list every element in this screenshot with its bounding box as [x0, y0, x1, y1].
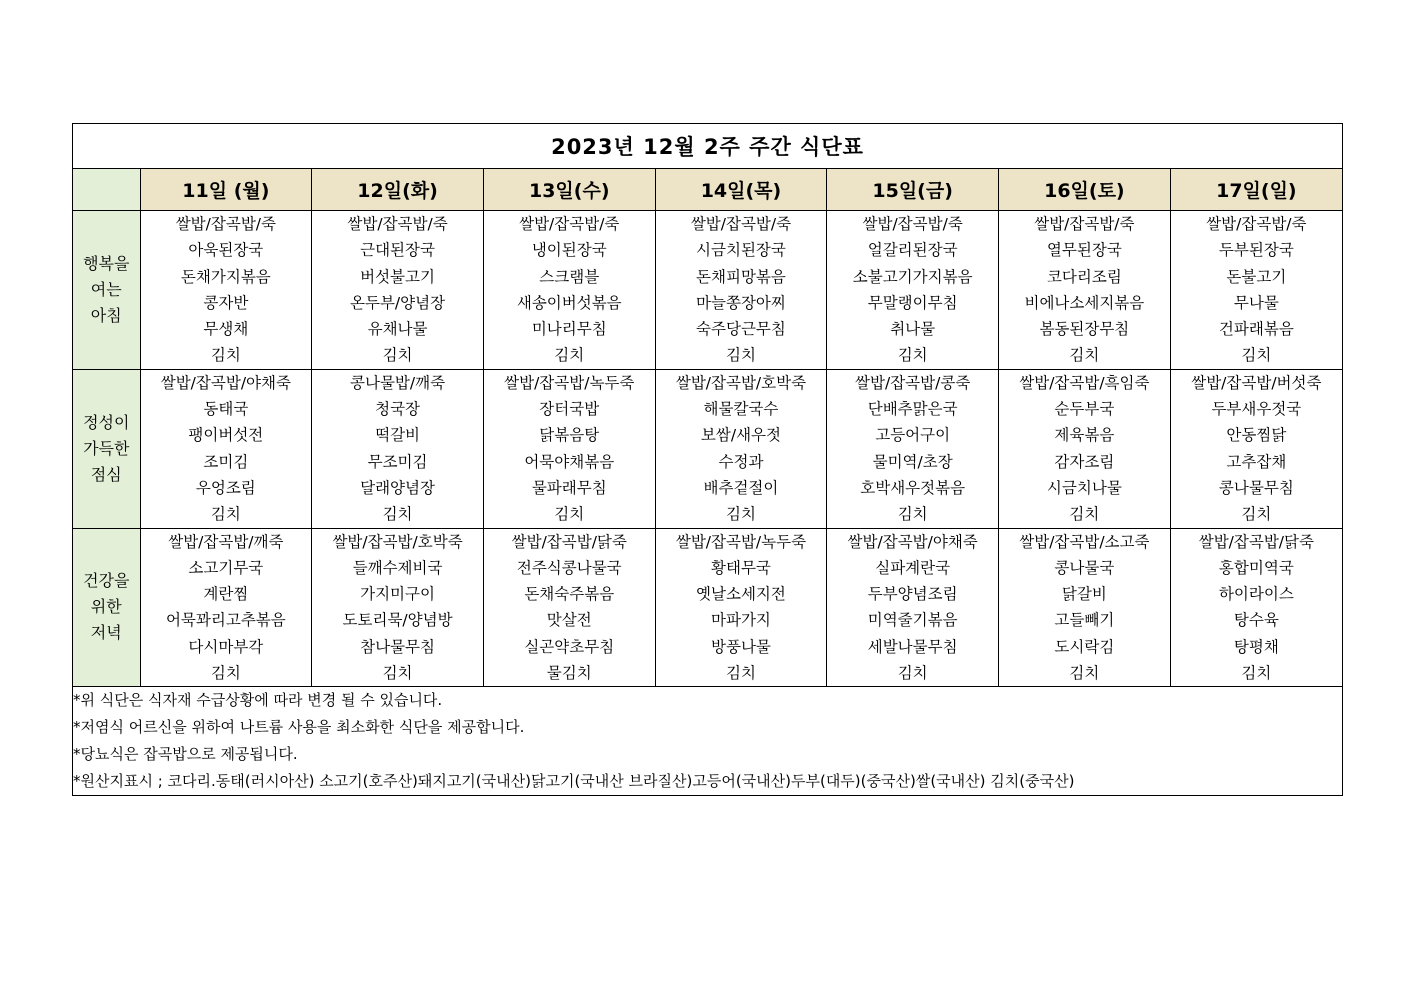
dish: 쌀밥/잡곡밥/죽 [690, 215, 792, 233]
dish: 물미역/초장 [872, 452, 953, 471]
day-header: 16일(토) [999, 169, 1171, 211]
dish: 탕평채 [1233, 637, 1279, 656]
meal-cell [483, 211, 655, 370]
dish: 돈채피망볶음 [696, 267, 786, 286]
meal-cell [312, 369, 484, 528]
dish: 다시마부각 [188, 637, 264, 656]
dish: 순두부국 [1054, 400, 1115, 419]
dish: 단배추맑은국 [867, 400, 958, 419]
meal-cell [1170, 211, 1342, 370]
dish: 미나리무침 [531, 320, 607, 339]
dish: 비에나소세지볶음 [1024, 293, 1145, 312]
day-header: 13일(수) [483, 169, 655, 211]
dish: 고들빼기 [1054, 611, 1115, 630]
day-header: 17일(일) [1170, 169, 1342, 211]
dish: 근대된장국 [360, 241, 435, 260]
dish: 시금치나물 [1046, 478, 1122, 497]
meal-cell [999, 369, 1171, 528]
dish: 열무된장국 [1046, 241, 1122, 260]
meal-cell [140, 369, 312, 528]
dish: 무생채 [203, 320, 249, 339]
dish: 온두부/양념장 [350, 293, 446, 312]
note-line: *원산지표시 ; 코다리.동태(러시아산) 소고기(호주산)돼지고기(국내산)닭고기(국내산 브라질산)고등어(국내산)두부(대두)(중국산)쌀(국내산) 김치(중국산) [73, 772, 1075, 791]
dish: 코다리조림 [1046, 267, 1122, 286]
dish: 우엉조림 [195, 478, 256, 497]
dish: 호박새우젓볶음 [860, 478, 966, 497]
dish: 청국장 [375, 400, 421, 419]
meal-cell [1170, 369, 1342, 528]
dish: 아욱된장국 [188, 241, 264, 260]
dish: 두부양념조림 [867, 585, 958, 604]
dish: 도시락김 [1054, 637, 1115, 656]
meal-label-line: 위한 [90, 597, 122, 617]
dish: 쌀밥/잡곡밥/죽 [1034, 215, 1135, 233]
dish: 김치 [1069, 664, 1100, 683]
dish: 실파계란국 [875, 558, 951, 577]
dish: 김치 [1069, 346, 1100, 365]
dish: 홍합미역국 [1218, 558, 1294, 577]
dish: 하이라이스 [1218, 585, 1294, 604]
dish: 팽이버섯전 [188, 426, 264, 445]
dish: 김치 [554, 346, 585, 365]
dish: 돈채숙주볶음 [524, 585, 615, 604]
menu-sheet [72, 123, 1343, 796]
dish: 쌀밥/잡곡밥/닭죽 [511, 532, 627, 551]
note-line: *저염식 어르신을 위하여 나트륨 사용을 최소화한 식단을 제공합니다. [73, 718, 525, 737]
dish: 가지미구이 [360, 585, 435, 604]
dish: 콩나물밥/깨죽 [350, 373, 446, 392]
dish: 쌀밥/잡곡밥/야채죽 [160, 373, 291, 392]
dish: 소고기무국 [188, 558, 264, 577]
meal-label-line: 가득한 [83, 438, 130, 458]
dish: 김치 [210, 505, 241, 524]
dish: 쌀밥/잡곡밥/닭죽 [1198, 532, 1314, 551]
meal-cell [483, 528, 655, 687]
dish: 건파래볶음 [1218, 320, 1294, 339]
dish: 쌀밥/잡곡밥/녹두죽 [504, 373, 635, 392]
dish: 방풍나물 [711, 637, 771, 656]
dish: 두부된장국 [1218, 241, 1294, 260]
dish: 쌀밥/잡곡밥/죽 [862, 215, 963, 233]
notes-row [73, 687, 1342, 796]
dish: 어묵꽈리고추볶음 [165, 611, 286, 630]
day-header: 12일(화) [312, 169, 484, 211]
meal-cell [655, 528, 827, 687]
dish: 김치 [210, 664, 241, 683]
meal-label-line: 정성이 [83, 412, 130, 432]
dish: 달래양념장 [360, 478, 435, 497]
meal-label-line: 행복을 [83, 253, 130, 273]
dish: 계란찜 [203, 585, 249, 604]
meal-label-line: 점심 [90, 464, 122, 484]
dish: 참나물무침 [360, 637, 435, 656]
dish: 조미김 [203, 452, 249, 471]
dish: 돈불고기 [1226, 267, 1287, 286]
dish: 김치 [897, 505, 928, 524]
dish: 두부새우젓국 [1211, 400, 1302, 419]
dish: 고등어구이 [875, 426, 951, 445]
meal-cell [312, 528, 484, 687]
weekly-menu-table [73, 124, 1342, 795]
dish: 취나물 [890, 320, 936, 339]
meal-label-line: 저녁 [90, 623, 122, 643]
dish: 감자조림 [1054, 452, 1115, 471]
menu-title: 2023년 12월 2주 주간 식단표 [73, 124, 1342, 169]
dish: 김치 [1241, 505, 1272, 524]
dish: 안동찜닭 [1226, 426, 1287, 445]
dish: 수정과 [718, 452, 764, 471]
dish: 김치 [1241, 664, 1272, 683]
dish: 세발나물무침 [867, 637, 958, 656]
dish: 버섯불고기 [360, 267, 435, 286]
dish: 김치 [725, 664, 756, 683]
dish: 물파래무침 [531, 478, 607, 497]
meal-cell [655, 211, 827, 370]
dish: 콩자반 [203, 293, 249, 312]
dish: 쌀밥/잡곡밥/녹두죽 [675, 532, 807, 551]
meal-label [73, 528, 140, 687]
dish: 들깨수제비국 [352, 558, 443, 577]
dish: 쌀밥/잡곡밥/죽 [519, 215, 620, 233]
meal-cell [312, 211, 484, 370]
dish: 전주식콩나물국 [516, 558, 622, 577]
dish: 김치 [382, 346, 413, 365]
meal-cell [827, 528, 999, 687]
meal-row-dinner [73, 528, 1342, 687]
meal-cell [999, 211, 1171, 370]
meal-cell [999, 528, 1171, 687]
day-header: 11일 (월) [140, 169, 312, 211]
meal-row-breakfast [73, 211, 1342, 370]
dish: 김치 [725, 346, 756, 365]
note-line: *당뇨식은 잡곡밥으로 제공됩니다. [73, 745, 298, 764]
dish: 스크램블 [539, 267, 600, 286]
corner-cell [73, 169, 140, 211]
day-header-row [73, 169, 1342, 211]
dish: 쌀밥/잡곡밥/야채죽 [847, 532, 978, 551]
dish: 김치 [1069, 505, 1100, 524]
meal-label-line: 아침 [90, 305, 122, 325]
meal-cell [655, 369, 827, 528]
dish: 김치 [725, 505, 756, 524]
dish: 동태국 [203, 400, 249, 419]
dish: 김치 [554, 505, 585, 524]
dish: 미역줄기볶음 [867, 611, 958, 630]
dish: 마늘쫑장아찌 [696, 293, 786, 312]
meal-label-line: 여는 [90, 279, 122, 299]
dish: 김치 [382, 664, 413, 683]
dish: 닭갈비 [1061, 585, 1107, 604]
dish: 쌀밥/잡곡밥/호박죽 [675, 373, 807, 392]
dish: 돈채가지볶음 [180, 267, 271, 286]
notes-box [73, 687, 1342, 796]
dish: 닭볶음탕 [539, 426, 600, 445]
dish: 제육볶음 [1054, 426, 1115, 445]
dish: 쌀밥/잡곡밥/콩죽 [855, 373, 971, 392]
dish: 새송이버섯볶음 [516, 293, 622, 312]
dish: 쌀밥/잡곡밥/소고죽 [1019, 532, 1150, 551]
dish: 옛날소세지전 [696, 585, 786, 604]
dish: 쌀밥/잡곡밥/죽 [347, 215, 448, 233]
meal-cell [1170, 528, 1342, 687]
dish: 김치 [210, 346, 241, 365]
meal-cell [827, 211, 999, 370]
dish: 쌀밥/잡곡밥/깨죽 [168, 532, 284, 551]
dish: 쌀밥/잡곡밥/버섯죽 [1191, 373, 1322, 392]
meal-row-lunch [73, 369, 1342, 528]
meal-label [73, 369, 140, 528]
dish: 배추겉절이 [703, 478, 779, 497]
day-header: 14일(목) [655, 169, 827, 211]
dish: 시금치된장국 [696, 241, 786, 260]
meal-cell [483, 369, 655, 528]
dish: 쌀밥/잡곡밥/죽 [1206, 215, 1307, 233]
dish: 쌀밥/잡곡밥/흑임죽 [1019, 373, 1150, 392]
dish: 쌀밥/잡곡밥/호박죽 [332, 532, 463, 551]
dish: 탕수육 [1233, 611, 1279, 630]
dish: 해물칼국수 [703, 400, 779, 419]
dish: 실곤약초무침 [524, 637, 615, 656]
dish: 김치 [897, 346, 928, 365]
day-header: 15일(금) [827, 169, 999, 211]
dish: 어묵야채볶음 [524, 452, 615, 471]
dish: 김치 [897, 664, 928, 683]
dish: 맛살전 [546, 611, 592, 630]
meal-cell [827, 369, 999, 528]
dish: 김치 [382, 505, 413, 524]
dish: 유채나물 [367, 320, 428, 339]
dish: 무나물 [1233, 293, 1279, 312]
note-line: *위 식단은 식자재 수급상황에 따라 변경 될 수 있습니다. [73, 691, 443, 710]
dish: 떡갈비 [375, 426, 421, 445]
meal-cell [140, 528, 312, 687]
dish: 김치 [1241, 346, 1272, 365]
dish: 도토리묵/양념방 [342, 611, 453, 630]
dish: 콩나물무침 [1218, 478, 1294, 497]
dish: 마파가지 [711, 611, 771, 630]
dish: 황태무국 [711, 558, 771, 577]
meal-label-line: 건강을 [83, 571, 130, 591]
dish: 소불고기가지볶음 [852, 267, 973, 286]
dish: 고추잡채 [1226, 452, 1287, 471]
dish: 무말랭이무침 [867, 293, 958, 312]
dish: 장터국밥 [539, 400, 600, 419]
dish: 냉이된장국 [531, 241, 607, 260]
meal-label [73, 211, 140, 370]
dish: 보쌈/새우젓 [700, 426, 781, 445]
dish: 무조미김 [367, 452, 428, 471]
dish: 쌀밥/잡곡밥/죽 [175, 215, 276, 233]
dish: 봄동된장무침 [1039, 320, 1130, 339]
meal-cell [140, 211, 312, 370]
dish: 얼갈리된장국 [867, 241, 958, 260]
dish: 숙주당근무침 [696, 320, 786, 339]
dish: 콩나물국 [1054, 558, 1115, 577]
dish: 물김치 [546, 664, 592, 683]
